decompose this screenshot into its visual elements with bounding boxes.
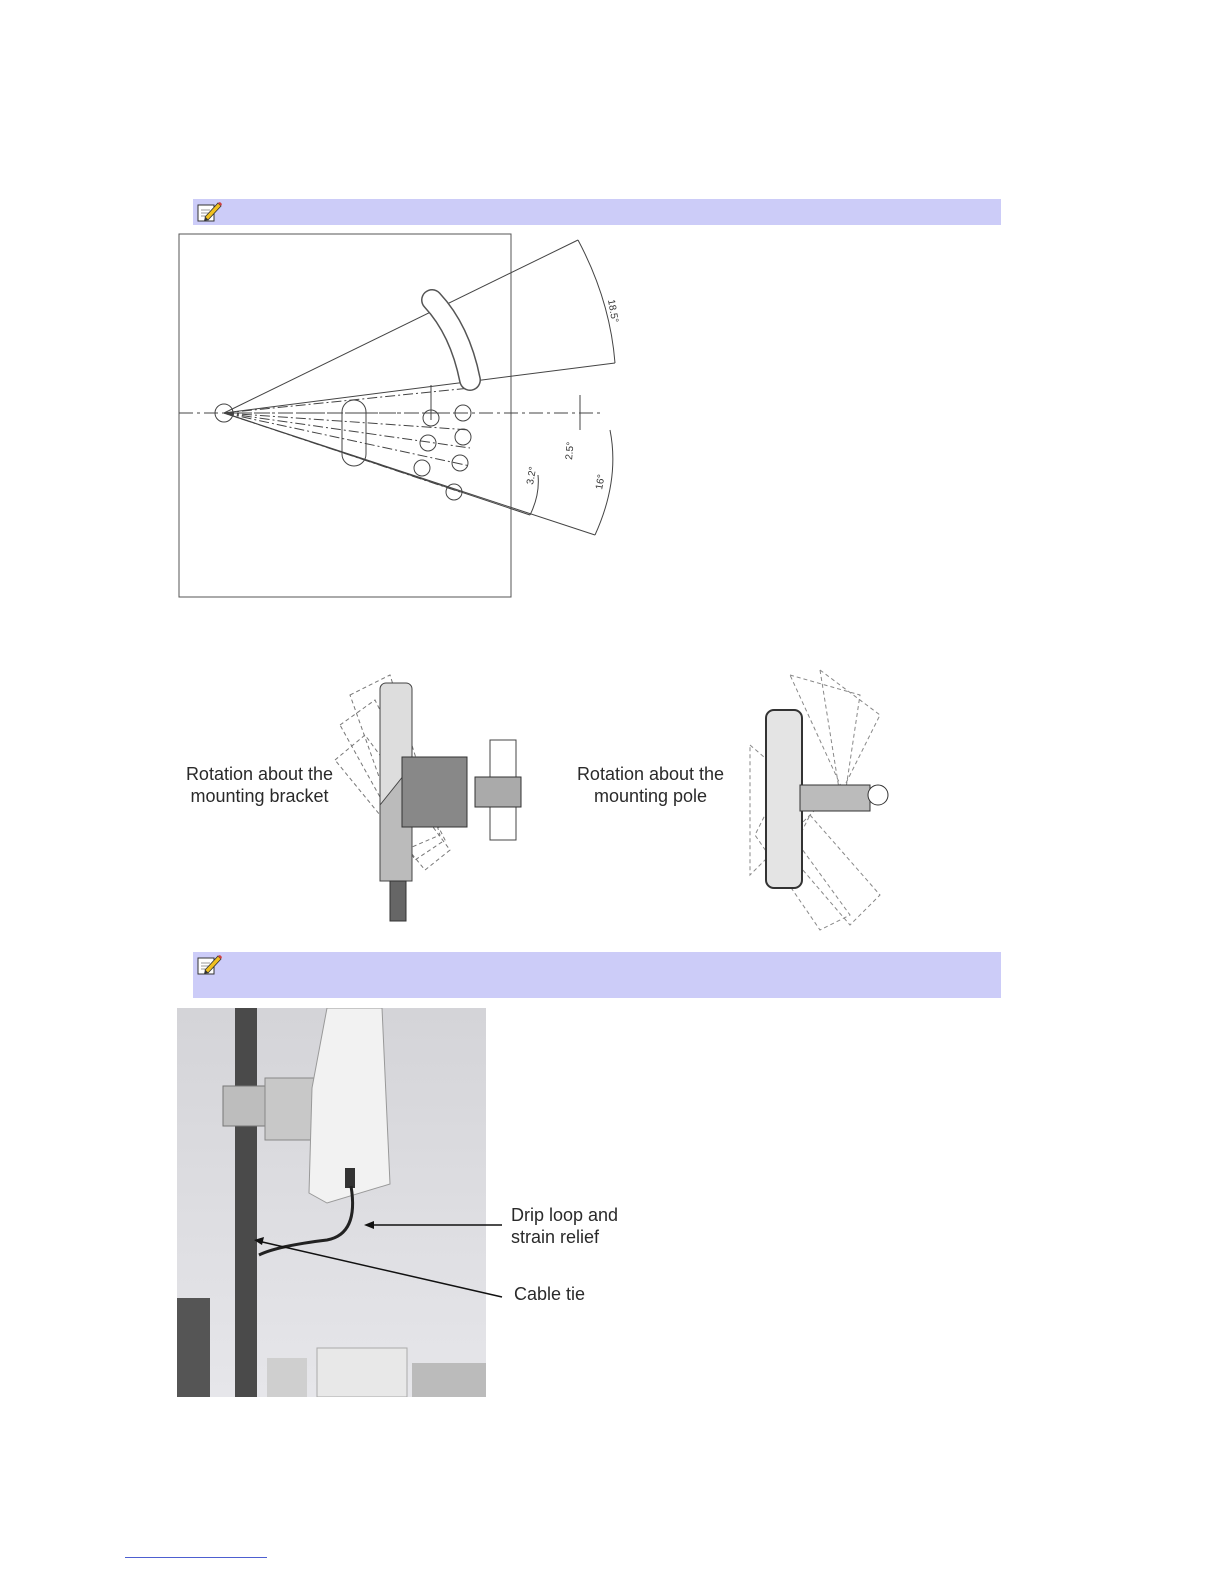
angle-label-middle: 2.5° xyxy=(564,441,577,461)
drip-loop-label-line2: strain relief xyxy=(511,1227,600,1247)
drip-loop-label-line1: Drip loop and xyxy=(511,1205,619,1225)
note-bar xyxy=(193,952,1001,998)
angle-label-inner: 3.2° xyxy=(525,465,540,486)
pole-rotation-caption: Rotation about the mounting pole xyxy=(576,764,725,806)
pencil-note-icon xyxy=(196,953,222,977)
drip-loop-label xyxy=(511,1204,651,1248)
bracket-rotation-drawing xyxy=(330,665,530,935)
angle-label-upper: 18.5° xyxy=(605,298,620,324)
angle-label-lower: 16° xyxy=(594,473,608,491)
callout-arrows xyxy=(250,1205,510,1305)
note-bar xyxy=(193,199,1001,225)
installation-photo xyxy=(177,1008,486,1397)
pencil-note-icon xyxy=(196,200,222,224)
cable-tie-label: Cable tie xyxy=(514,1284,586,1304)
tilt-angle-diagram xyxy=(170,230,640,605)
pole-rotation-drawing xyxy=(730,665,900,935)
bracket-rotation-caption: Rotation about the mounting bracket xyxy=(185,764,334,806)
footer-rule xyxy=(125,1557,267,1558)
